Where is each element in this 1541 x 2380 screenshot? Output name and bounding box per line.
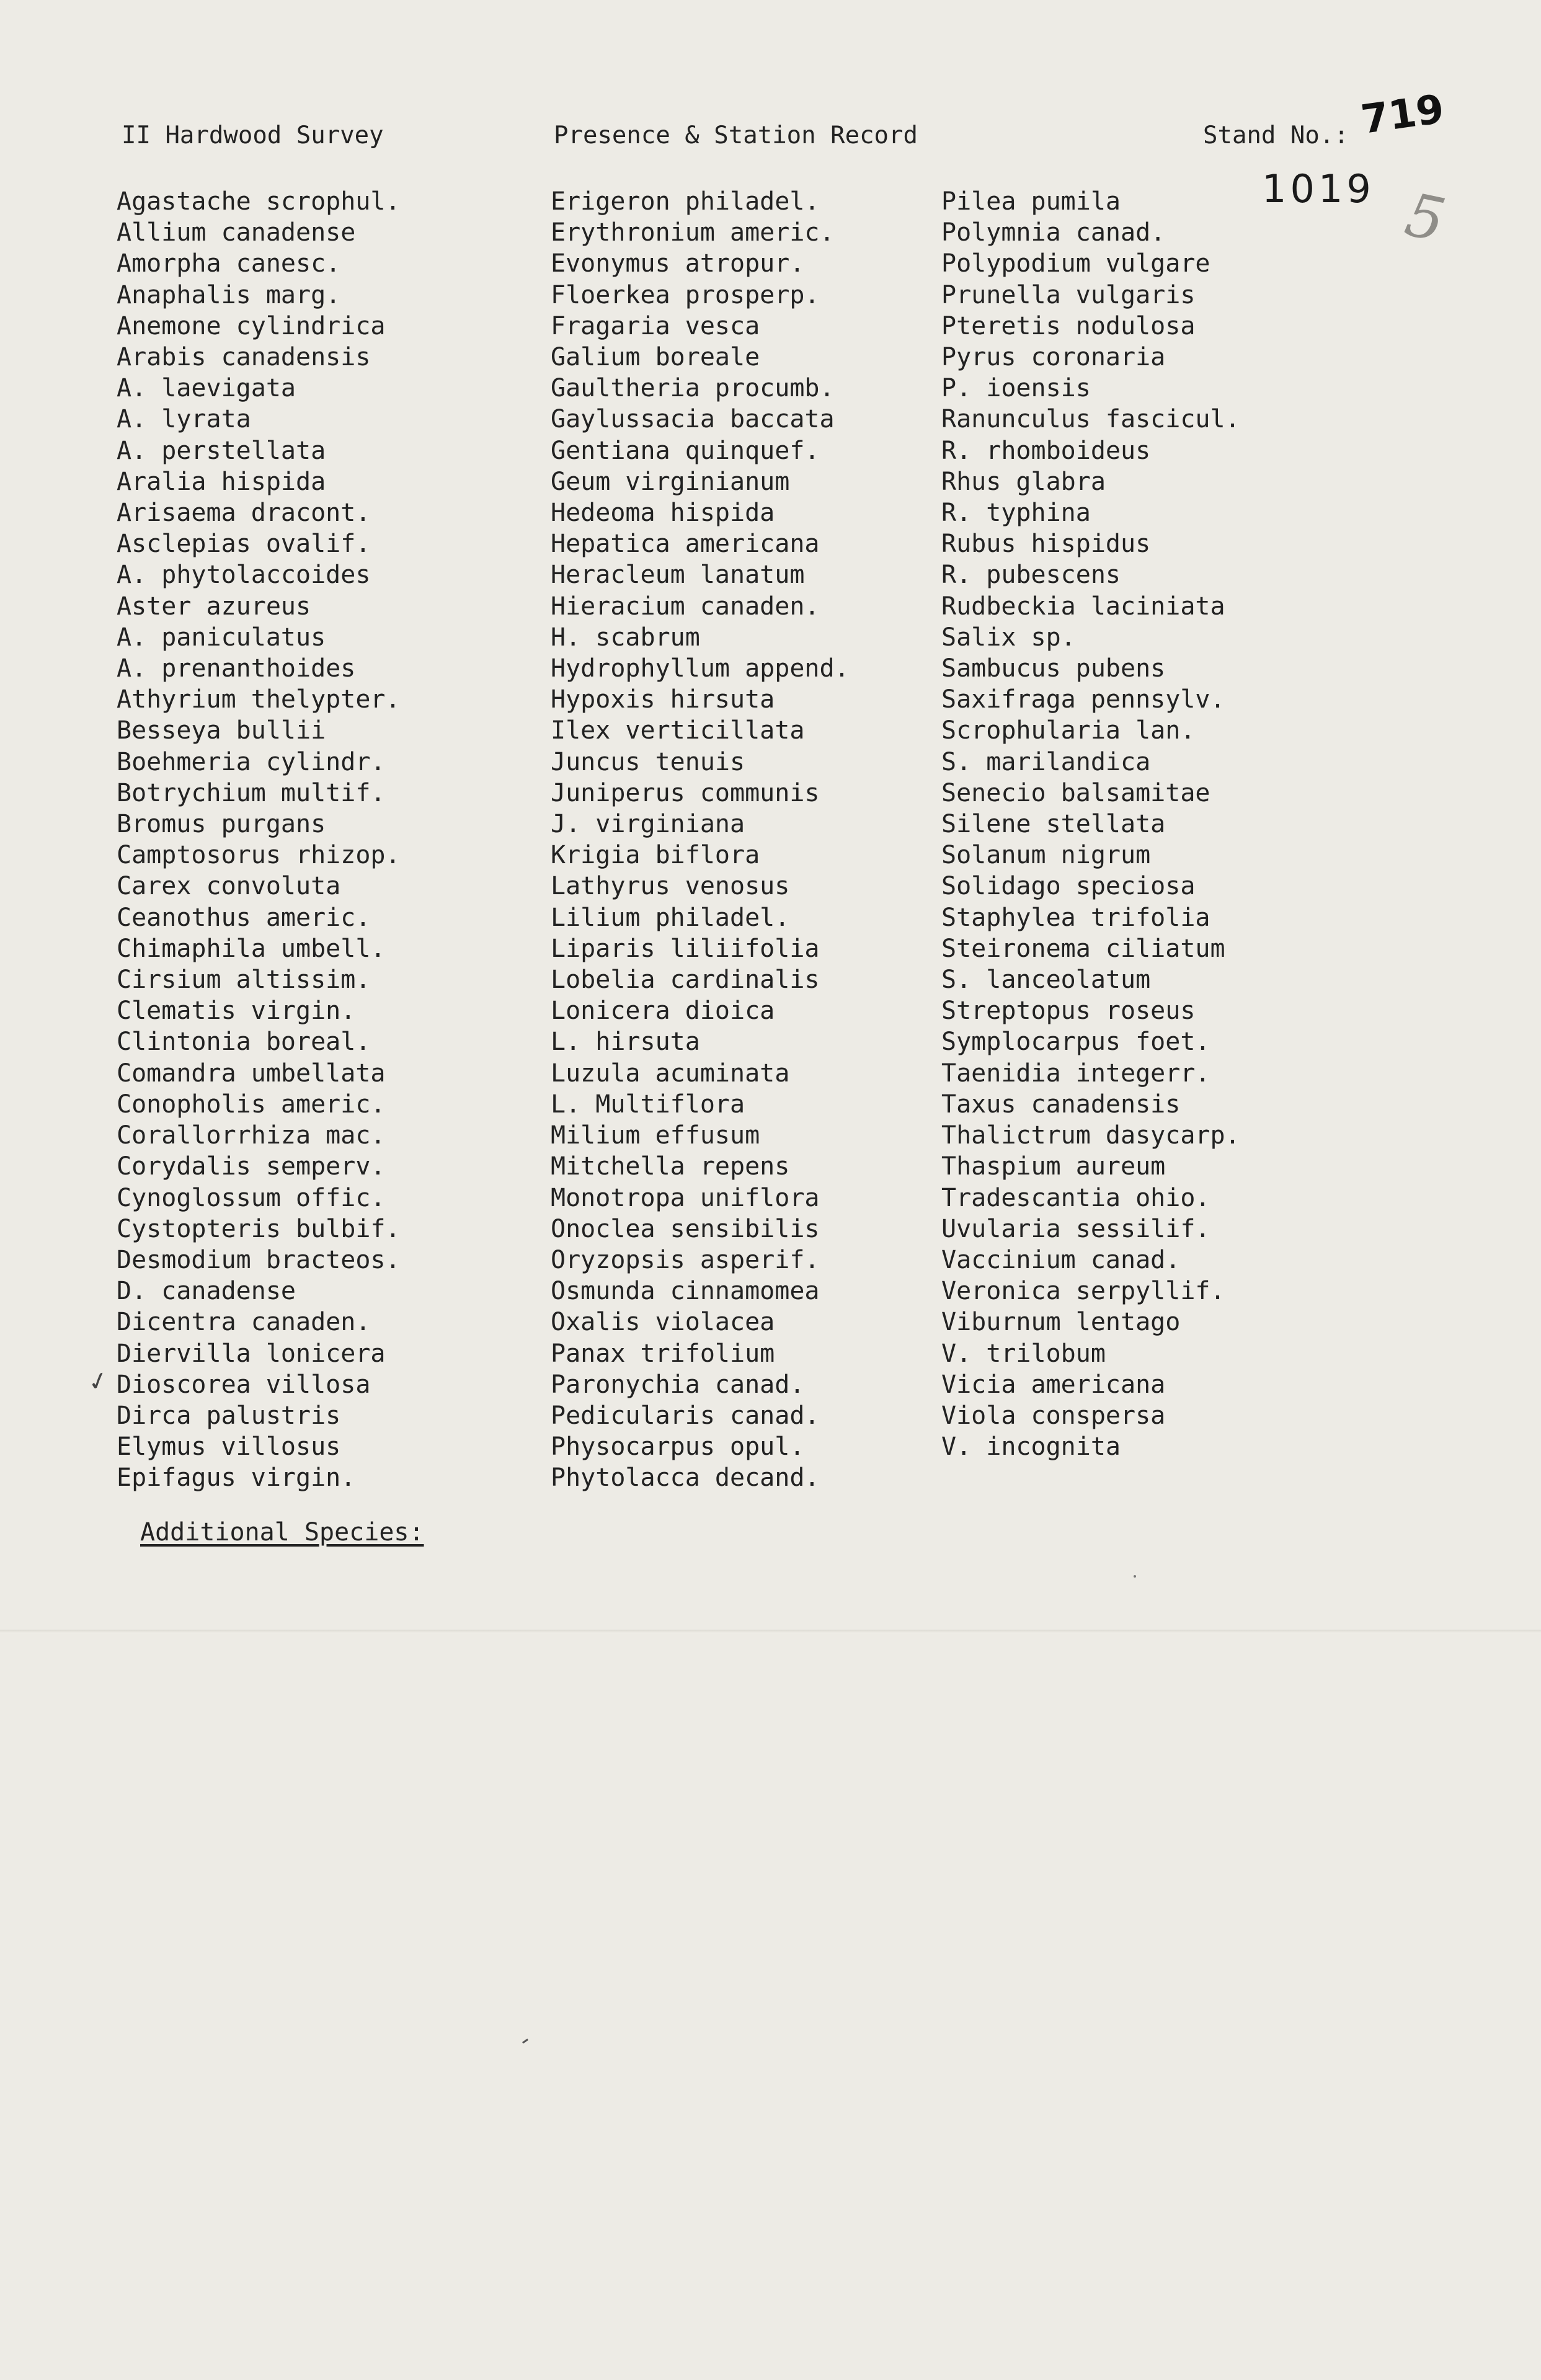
species-entry: Krigia biflora [551, 841, 760, 870]
species-entry: Gaultheria procumb. [551, 374, 835, 403]
species-entry: Onoclea sensibilis [551, 1214, 820, 1243]
species-entry: Hepatica americana [551, 530, 820, 559]
species-entry: Anemone cylindrica [117, 311, 386, 340]
species-entry: Saxifraga pennsylv. [941, 685, 1225, 714]
species-entry: Osmunda cinnamomea [551, 1277, 820, 1306]
species-entry: Thalictrum dasycarp. [941, 1121, 1240, 1150]
species-entry: Amorpha canesc. [117, 249, 341, 278]
species-entry: Comandra umbellata [117, 1059, 386, 1088]
species-entry: Hydrophyllum append. [551, 654, 850, 683]
species-entry: A. perstellata [117, 436, 326, 465]
species-entry: Streptopus roseus [941, 997, 1196, 1026]
species-entry: S. marilandica [941, 747, 1151, 776]
species-entry: Cirsium altissim. [117, 966, 371, 995]
species-entry: Lobelia cardinalis [551, 966, 820, 995]
species-entry: Corallorrhiza mac. [117, 1121, 386, 1150]
species-entry: Lilium philadel. [551, 903, 790, 932]
species-entry: Aster azureus [117, 592, 311, 621]
species-entry: Pyrus coronaria [941, 343, 1166, 372]
species-entry: Phytolacca decand. [551, 1463, 820, 1493]
species-entry: Ceanothus americ. [117, 903, 371, 932]
species-entry: Physocarpus opul. [551, 1432, 805, 1462]
species-entry: Liparis liliifolia [551, 934, 820, 963]
species-entry: Hedeoma hispida [551, 499, 775, 528]
species-entry: Symplocarpus foet. [941, 1028, 1210, 1057]
species-entry: Dirca palustris [117, 1401, 341, 1430]
species-column-3 [941, 186, 1240, 1462]
species-entry: P. ioensis [941, 374, 1091, 403]
species-entry: Solanum nigrum [941, 841, 1151, 870]
species-entry: Juncus tenuis [551, 747, 745, 776]
species-column-1 [117, 186, 401, 1494]
species-entry: Cynoglossum offic. [117, 1183, 386, 1212]
species-entry: Epifagus virgin. [117, 1463, 356, 1493]
species-entry: Floerkea prosperp. [551, 280, 820, 309]
species-entry: Sambucus pubens [941, 654, 1166, 683]
species-entry: Dioscorea villosa [117, 1370, 371, 1399]
species-entry: Fragaria vesca [551, 311, 760, 340]
paper-speck [1134, 1575, 1136, 1578]
species-entry: Agastache scrophul. [117, 187, 401, 216]
species-entry: Oxalis violacea [551, 1308, 775, 1337]
species-entry: Pteretis nodulosa [941, 311, 1196, 340]
species-entry: Chimaphila umbell. [117, 934, 386, 963]
species-entry: Galium boreale [551, 343, 760, 372]
species-entry: Anaphalis marg. [117, 280, 341, 309]
species-entry: D. canadense [117, 1277, 296, 1306]
species-entry: Desmodium bracteos. [117, 1245, 401, 1274]
species-entry: Paronychia canad. [551, 1370, 805, 1399]
species-entry: Prunella vulgaris [941, 280, 1196, 309]
species-entry: L. Multiflora [551, 1090, 745, 1119]
species-entry: Gaylussacia baccata [551, 405, 835, 434]
species-entry: Dicentra canaden. [117, 1308, 371, 1337]
species-entry: Ilex verticillata [551, 716, 805, 745]
species-entry: S. lanceolatum [941, 966, 1151, 995]
species-entry: Erythronium americ. [551, 218, 835, 247]
species-entry: Taenidia integerr. [941, 1059, 1210, 1088]
species-entry: Solidago speciosa [941, 872, 1196, 901]
stand-number-stamp: 1019 [1262, 166, 1375, 211]
species-entry: Luzula acuminata [551, 1059, 790, 1088]
species-entry: Steironema ciliatum [941, 934, 1225, 963]
species-entry: Carex convoluta [117, 872, 341, 901]
species-entry: Rudbeckia laciniata [941, 592, 1225, 621]
species-entry: Juniperus communis [551, 778, 820, 807]
species-entry: Staphylea trifolia [941, 903, 1210, 932]
species-entry: R. rhomboideus [941, 436, 1151, 465]
species-entry: Gentiana quinquef. [551, 436, 820, 465]
species-entry: Salix sp. [941, 623, 1076, 652]
species-entry: V. trilobum [941, 1339, 1106, 1368]
species-entry: Panax trifolium [551, 1339, 775, 1368]
species-entry: Lathyrus venosus [551, 872, 790, 901]
species-entry: Hieracium canaden. [551, 592, 820, 621]
species-entry: Senecio balsamitae [941, 778, 1210, 807]
species-entry: Monotropa uniflora [551, 1183, 820, 1212]
species-entry: Polymnia canad. [941, 218, 1166, 247]
species-entry: Hypoxis hirsuta [551, 685, 775, 714]
species-entry: A. phytolaccoides [117, 561, 371, 590]
species-entry: Milium effusum [551, 1121, 760, 1150]
paper-fold-line [0, 1630, 1541, 1633]
species-entry: Silene stellata [941, 810, 1166, 839]
species-entry: Viburnum lentago [941, 1308, 1181, 1337]
species-entry: Aralia hispida [117, 467, 326, 496]
species-entry: Clintonia boreal. [117, 1028, 371, 1057]
species-entry: Geum virginianum [551, 467, 790, 496]
species-entry: J. virginiana [551, 810, 745, 839]
species-entry: Allium canadense [117, 218, 356, 247]
species-entry: Clematis virgin. [117, 997, 356, 1026]
species-entry: L. hirsuta [551, 1028, 700, 1057]
species-entry: A. lyrata [117, 405, 251, 434]
species-entry: Pilea pumila [941, 187, 1121, 216]
species-entry: Asclepias ovalif. [117, 530, 371, 559]
species-entry: Pedicularis canad. [551, 1401, 820, 1430]
species-entry: Corydalis semperv. [117, 1152, 386, 1181]
species-entry: Uvularia sessilif. [941, 1214, 1210, 1243]
species-entry: Rhus glabra [941, 467, 1106, 496]
paper-speck [522, 2038, 528, 2043]
species-entry: Oryzopsis asperif. [551, 1245, 820, 1274]
pencil-annotation: 5 [1400, 179, 1452, 256]
species-entry: Elymus villosus [117, 1432, 341, 1462]
species-entry: Cystopteris bulbif. [117, 1214, 401, 1243]
species-entry: Erigeron philadel. [551, 187, 820, 216]
species-entry: R. typhina [941, 499, 1091, 528]
species-entry: Athyrium thelypter. [117, 685, 401, 714]
record-title: Presence & Station Record [554, 122, 918, 149]
species-entry: Rubus hispidus [941, 530, 1151, 559]
species-entry: Mitchella repens [551, 1152, 790, 1181]
stand-number-stamp-old: 719 [1358, 86, 1447, 143]
species-entry: Boehmeria cylindr. [117, 747, 386, 776]
additional-species-label: Additional Species: [140, 1518, 424, 1547]
species-entry: A. laevigata [117, 374, 296, 403]
species-entry: Taxus canadensis [941, 1090, 1181, 1119]
species-entry: Arisaema dracont. [117, 499, 371, 528]
species-entry: Bromus purgans [117, 810, 326, 839]
species-entry: R. pubescens [941, 561, 1121, 590]
species-entry: Ranunculus fascicul. [941, 405, 1240, 434]
pencil-check-mark: ✓ [84, 1365, 112, 1398]
species-entry: Vicia americana [941, 1370, 1166, 1399]
species-entry: A. prenanthoides [117, 654, 356, 683]
species-entry: Besseya bullii [117, 716, 326, 745]
species-entry: Viola conspersa [941, 1401, 1166, 1430]
species-entry: Tradescantia ohio. [941, 1183, 1210, 1212]
species-entry: Scrophularia lan. [941, 716, 1196, 745]
species-entry: V. incognita [941, 1432, 1121, 1462]
survey-title: II Hardwood Survey [122, 122, 384, 149]
species-entry: Botrychium multif. [117, 778, 386, 807]
species-entry: Vaccinium canad. [941, 1245, 1181, 1274]
species-entry: Camptosorus rhizop. [117, 841, 401, 870]
species-entry: Polypodium vulgare [941, 249, 1210, 278]
species-entry: Arabis canadensis [117, 343, 371, 372]
species-entry: A. paniculatus [117, 623, 326, 652]
species-entry: Veronica serpyllif. [941, 1277, 1225, 1306]
species-entry: H. scabrum [551, 623, 700, 652]
species-entry: Lonicera dioica [551, 997, 775, 1026]
species-entry: Thaspium aureum [941, 1152, 1166, 1181]
species-column-2 [551, 186, 850, 1494]
species-entry: Heracleum lanatum [551, 561, 805, 590]
species-entry: Conopholis americ. [117, 1090, 386, 1119]
species-entry: Diervilla lonicera [117, 1339, 386, 1368]
stand-number-label: Stand No.: [1203, 122, 1349, 149]
species-entry: Evonymus atropur. [551, 249, 805, 278]
